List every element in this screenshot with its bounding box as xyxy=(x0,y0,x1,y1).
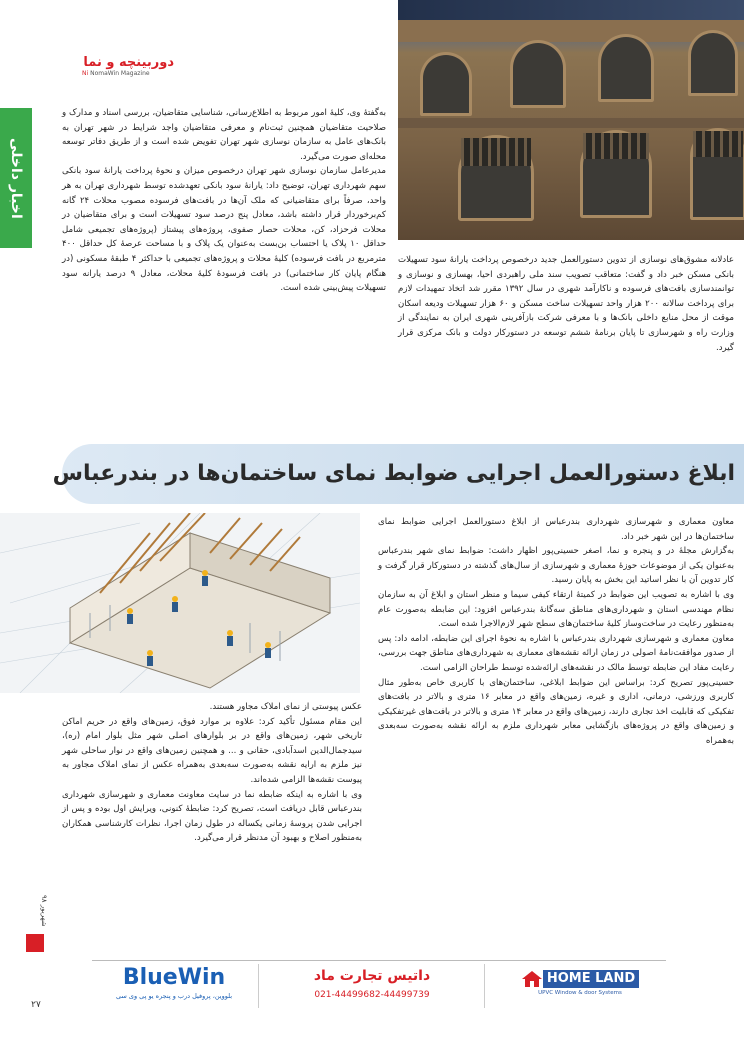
article2-paragraph: عکس پیوستی از نمای املاک مجاور هستند. xyxy=(209,702,362,712)
article1-paragraph: به‌گفتهٔ وی، کلیهٔ امور مربوط به اطلاع‌رسانی، شناسایی متقاضیان، بررسی اسناد و مدارک و صلاحیت متقاضیان همچنین ثبت‌نام و معرفی متقاضیان واجد شرایط در شهر تهران به بانک‌های عامل به سازمان نوسازی شهر تهران تفویض شده است و از طریق دفاتر توسعه محله‌ای صورت می‌گیرد. xyxy=(62,108,386,162)
photo-cornice xyxy=(398,20,744,42)
photo-window xyxy=(420,52,472,116)
article2-paragraph: این مقام مسئول تأکید کرد: علاوه بر موارد فوق، زمین‌های واقع در حریم اماکن تاریخی شهر، زمین‌های واقع در بر بلوارهای اصلی شهر مثل بلوار امام (ره)، سیدجمال‌الدین اسدآبادی، حقانی و ... و همچنین زمین‌های واقع در نوار ساحلی شهر نیز ملزم به ارایه نقشه به‌صورت سه‌بعدی به‌همراه عکس از نمای املاک مجاور به پیوست نقشه‌ها الزامی شده‌اند. xyxy=(62,716,362,785)
article2-paragraph: معاون معماری و شهرسازی شهرداری بندرعباس از ابلاغ دستورالعمل اجرایی ضوابط نمای ساختمان‌ها در این شهر خبر داد. xyxy=(378,517,734,542)
article2-paragraph: به‌گزارش مجلهٔ در و پنجره و نما، اصغر حسینی‌پور اظهار داشت: ضوابط نمای شهر بندرعباس به‌عنوان یکی از موضوعات حوزهٔ معماری و شهرسازی از سال‌های گذشته در دستورکار قرار گرفت و کار تدوین آن با نظر اساتید این بخش به پایان رسید. xyxy=(378,546,734,586)
issue-date: شهریور ۹۸ xyxy=(40,895,48,927)
article1-col-right xyxy=(398,253,734,355)
ad-datis[interactable] xyxy=(266,964,478,1008)
article2-paragraph: معاون معماری و شهرسازی شهرداری بندرعباس با اشاره به نحوهٔ اجرای این ضابطه، ادامه داد: پس از صدور موافقت‌نامهٔ اصولی در زمان ارائه نقشه‌های معماری به شهرداری‌های مناطق جهت بررسی، رعایت مفاد این ضابطه توسط مالک در نقشه‌های ارائه‌شده توسط طراحان الزامی است. xyxy=(378,633,734,673)
photo-window xyxy=(580,130,652,218)
ad-homeland-title: HOME LAND xyxy=(543,970,639,988)
photo-window xyxy=(688,30,738,96)
section-tab-label: اخبار داخلی xyxy=(8,137,24,219)
photo-window xyxy=(690,128,744,220)
ad-homeland[interactable] xyxy=(494,964,666,1008)
ad-homeland-subtitle: UPVC Window & door Systems xyxy=(538,990,622,996)
logo-fa: دوربینچه و نما xyxy=(83,55,174,70)
ad-divider xyxy=(258,964,259,1008)
headline: ابلاغ دستورالعمل اجرایی ضوابط نمای ساختمان‌ها در بندرعباس xyxy=(52,461,735,486)
ad-bluewin-title: BlueWin xyxy=(122,965,226,990)
page-marker-square xyxy=(26,934,44,952)
article1-paragraph: مدیرعامل سازمان نوسازی شهر تهران درخصوص میزان و نحوهٔ پرداخت یارانهٔ سود بانکی سهم شهرداری تهران، توضیح داد: یارانهٔ سود بانکی تعهدشده توسط شهرداری تهران به هر واحد، صرفاً برای متقاضیانی که ملک آن‌ها در بافت‌های فرسوده مصوب محلات ۲۴ گانه کم‌برخوردار قرار داشته باشد، معادل پنج درصد سود تسهیلات است و برای متقاضیان در محلات فرحزاد، کن، محلات حصار صفوی، پروژه‌های پیشتاز (پروژه‌های تجمیعی شامل حداقل ۱۰ پلاک یا احتساب بن‌بست به‌عنوان یک پلاک و با مساحت عرصهٔ کل حداقل ۴۰۰ مترمربع در بافت فرسوده) کلیهٔ محلات و پروژه‌های تجمیعی با حداکثر ۴ طبقهٔ مسکونی (در هنگام پایان کار ساختمانی) در بافت فرسودهٔ کلیهٔ محلات، معادل ۹ درصد یارانه سود تسهیلات پیش‌بینی شده است. xyxy=(62,166,387,294)
ad-datis-title: داتیس تجارت ماد xyxy=(313,968,431,984)
article2-col-left xyxy=(62,700,362,846)
article2-col-right xyxy=(378,515,734,749)
photo-ledge xyxy=(398,118,744,128)
article2-paragraph: وی با اشاره به تصویب این ضوابط در کمیتهٔ ارتقاء کیفی سیما و منظر استان و ابلاغ آن به سازمان نظام مهندسی استان و شهرداری‌های مناطق سه‌گانهٔ بندرعباس افزود: این ضابطه به‌صورت عام به‌منظور رعایت در ساخت‌وساز کلیهٔ ساختمان‌های سطح شهر لازم‌الاجرا شده است. xyxy=(378,589,734,630)
house-icon xyxy=(521,970,543,988)
ad-homeland-logo xyxy=(494,970,666,988)
construction-illustration xyxy=(0,513,360,693)
photo-window xyxy=(598,34,654,102)
logo-en: Ni NomaWin Magazine xyxy=(82,70,150,77)
page-number: ۲۷ xyxy=(31,1000,41,1010)
article2-paragraph: حسینی‌پور تصریح کرد: براساس این ضوابط ابلاغی، ساختمان‌های با کاربری خاص به‌طور مثال کاربری ورزشی، درمانی، اداری و غیره، زمین‌های واقع در معابر ۱۶ متری و بالاتر در بافت‌های تفکیکی که قابلیت اخذ تجاری دارند، زمین‌های واقع در معابر ۱۴ متری و بالاتر در بافت‌های غیرتفکیکی و زمین‌های واقع در پروژه‌های بازگشایی معابر شهرداری ملزم به ارائه نقشه به‌صورت سه‌بعدی به‌همراه xyxy=(378,677,734,746)
article2-paragraph: وی با اشاره به اینکه ضابطه نما در سایت معاونت معماری و شهرسازی شهرداری بندرعباس قابل دریافت است، تصریح کرد: ضابطهٔ کنونی، ویرایش اول بوده و پس از اجرایی شدن پروسهٔ زمانی یکساله در طول زمان اجرا، نظرات کارشناسی همکاران به‌منظور اصلاح و بهبود آن مدنظر قرار می‌گیرد. xyxy=(62,789,362,844)
ad-bluewin-subtitle: بلووین، پروفیل درب و پنجره یو پی وی سی xyxy=(115,992,233,1000)
ad-divider xyxy=(484,964,485,1008)
photo-window xyxy=(510,40,566,108)
ad-datis-phone: 021-44499682-44499739 xyxy=(314,990,430,1000)
page-marker xyxy=(22,890,48,960)
building-photo xyxy=(398,0,744,240)
construction-drawing xyxy=(0,513,360,693)
photo-window xyxy=(458,135,534,221)
magazine-logo xyxy=(82,56,174,78)
ad-bluewin[interactable] xyxy=(96,964,252,1008)
article1-paragraph: عادلانه مشوق‌های نوسازی از تدوین دستورالعمل جدید درخصوص پرداخت یارانهٔ سود تسهیلات بانکی مسکن خبر داد و گفت: متعاقب تصویب سند ملی راهبردی احیا، بهسازی و نوسازی و توانمندسازی بافت‌های فرسوده و ناکارآمد شهری در سال ۱۳۹۲ مقرر شد اتخاذ تمهیدات لازم برای پرداخت سالانه ۲۰۰ هزار واحد تسهیلات ساخت مسکن و ۶۰ هزار تسهیلات ودیعه اسکان موقت از محل منابع داخلی بانک‌ها و با معرفی شرکت بازآفرینی شهری ایران به نمایندگی از وزارت راه و شهرسازی تا پایان برنامهٔ ششم توسعه در دستورکار دولت و بانک مرکزی قرار گیرد. xyxy=(398,255,735,353)
article1-col-left xyxy=(62,106,386,296)
